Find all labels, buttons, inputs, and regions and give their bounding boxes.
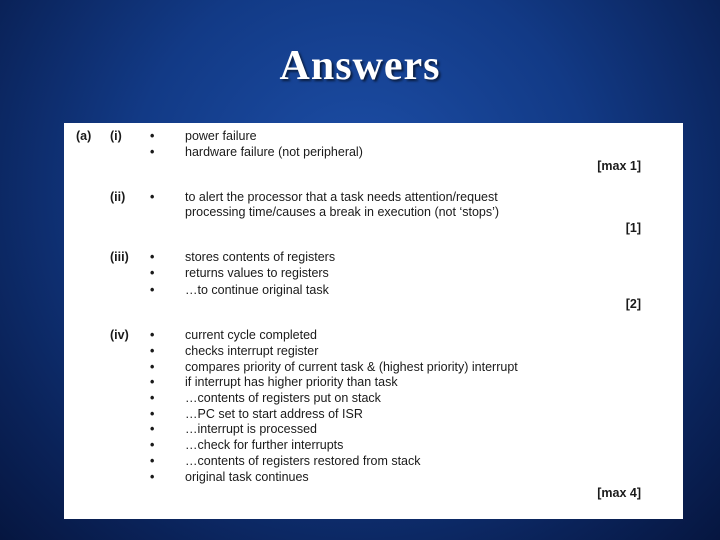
answer-point: …to continue original task <box>185 283 329 297</box>
bullet: • <box>150 344 155 358</box>
part-label: (a) <box>76 129 92 143</box>
answer-point: if interrupt has higher priority than task <box>185 375 398 389</box>
answer-point: …contents of registers put on stack <box>185 391 381 405</box>
bullet: • <box>150 190 155 204</box>
answer-point: …check for further interrupts <box>185 438 344 452</box>
answer-point-continued: processing time/causes a break in execution (not ‘stops’) <box>185 205 500 219</box>
bullet: • <box>150 283 155 297</box>
answer-point: checks interrupt register <box>185 344 319 358</box>
answer-point: …interrupt is processed <box>185 422 318 436</box>
subpart-label: (iii) <box>110 250 129 264</box>
answer-point: …contents of registers restored from stack <box>185 454 421 468</box>
answer-point: to alert the processor that a task needs attention/request <box>185 190 498 204</box>
answer-point: original task continues <box>185 470 309 484</box>
answer-point: returns values to registers <box>185 266 329 280</box>
slide-title: Answers <box>279 43 441 89</box>
answer-point: compares priority of current task & (highest priority) interrupt <box>185 360 518 374</box>
bullet: • <box>150 407 155 421</box>
bullet: • <box>150 129 155 143</box>
answer-point: stores contents of registers <box>185 250 336 264</box>
bullet: • <box>150 438 155 452</box>
marks-label: [max 1] <box>597 159 641 173</box>
subpart-label: (ii) <box>110 190 126 204</box>
marks-label: [1] <box>625 221 641 235</box>
mark-scheme-sheet <box>64 123 683 519</box>
bullet: • <box>150 266 155 280</box>
bullet: • <box>150 422 155 436</box>
bullet: • <box>150 470 155 484</box>
answer-point: current cycle completed <box>185 328 318 342</box>
bullet: • <box>150 375 155 389</box>
bullet: • <box>150 145 155 159</box>
bullet: • <box>150 360 155 374</box>
bullet: • <box>150 391 155 405</box>
answer-point: power failure <box>185 129 257 143</box>
answer-point: hardware failure (not peripheral) <box>185 145 363 159</box>
answer-point: …PC set to start address of ISR <box>185 407 363 421</box>
subpart-label: (iv) <box>110 328 129 342</box>
bullet: • <box>150 328 155 342</box>
marks-label: [max 4] <box>597 486 641 500</box>
bullet: • <box>150 250 155 264</box>
marks-label: [2] <box>625 297 641 311</box>
bullet: • <box>150 454 155 468</box>
subpart-label: (i) <box>110 129 122 143</box>
